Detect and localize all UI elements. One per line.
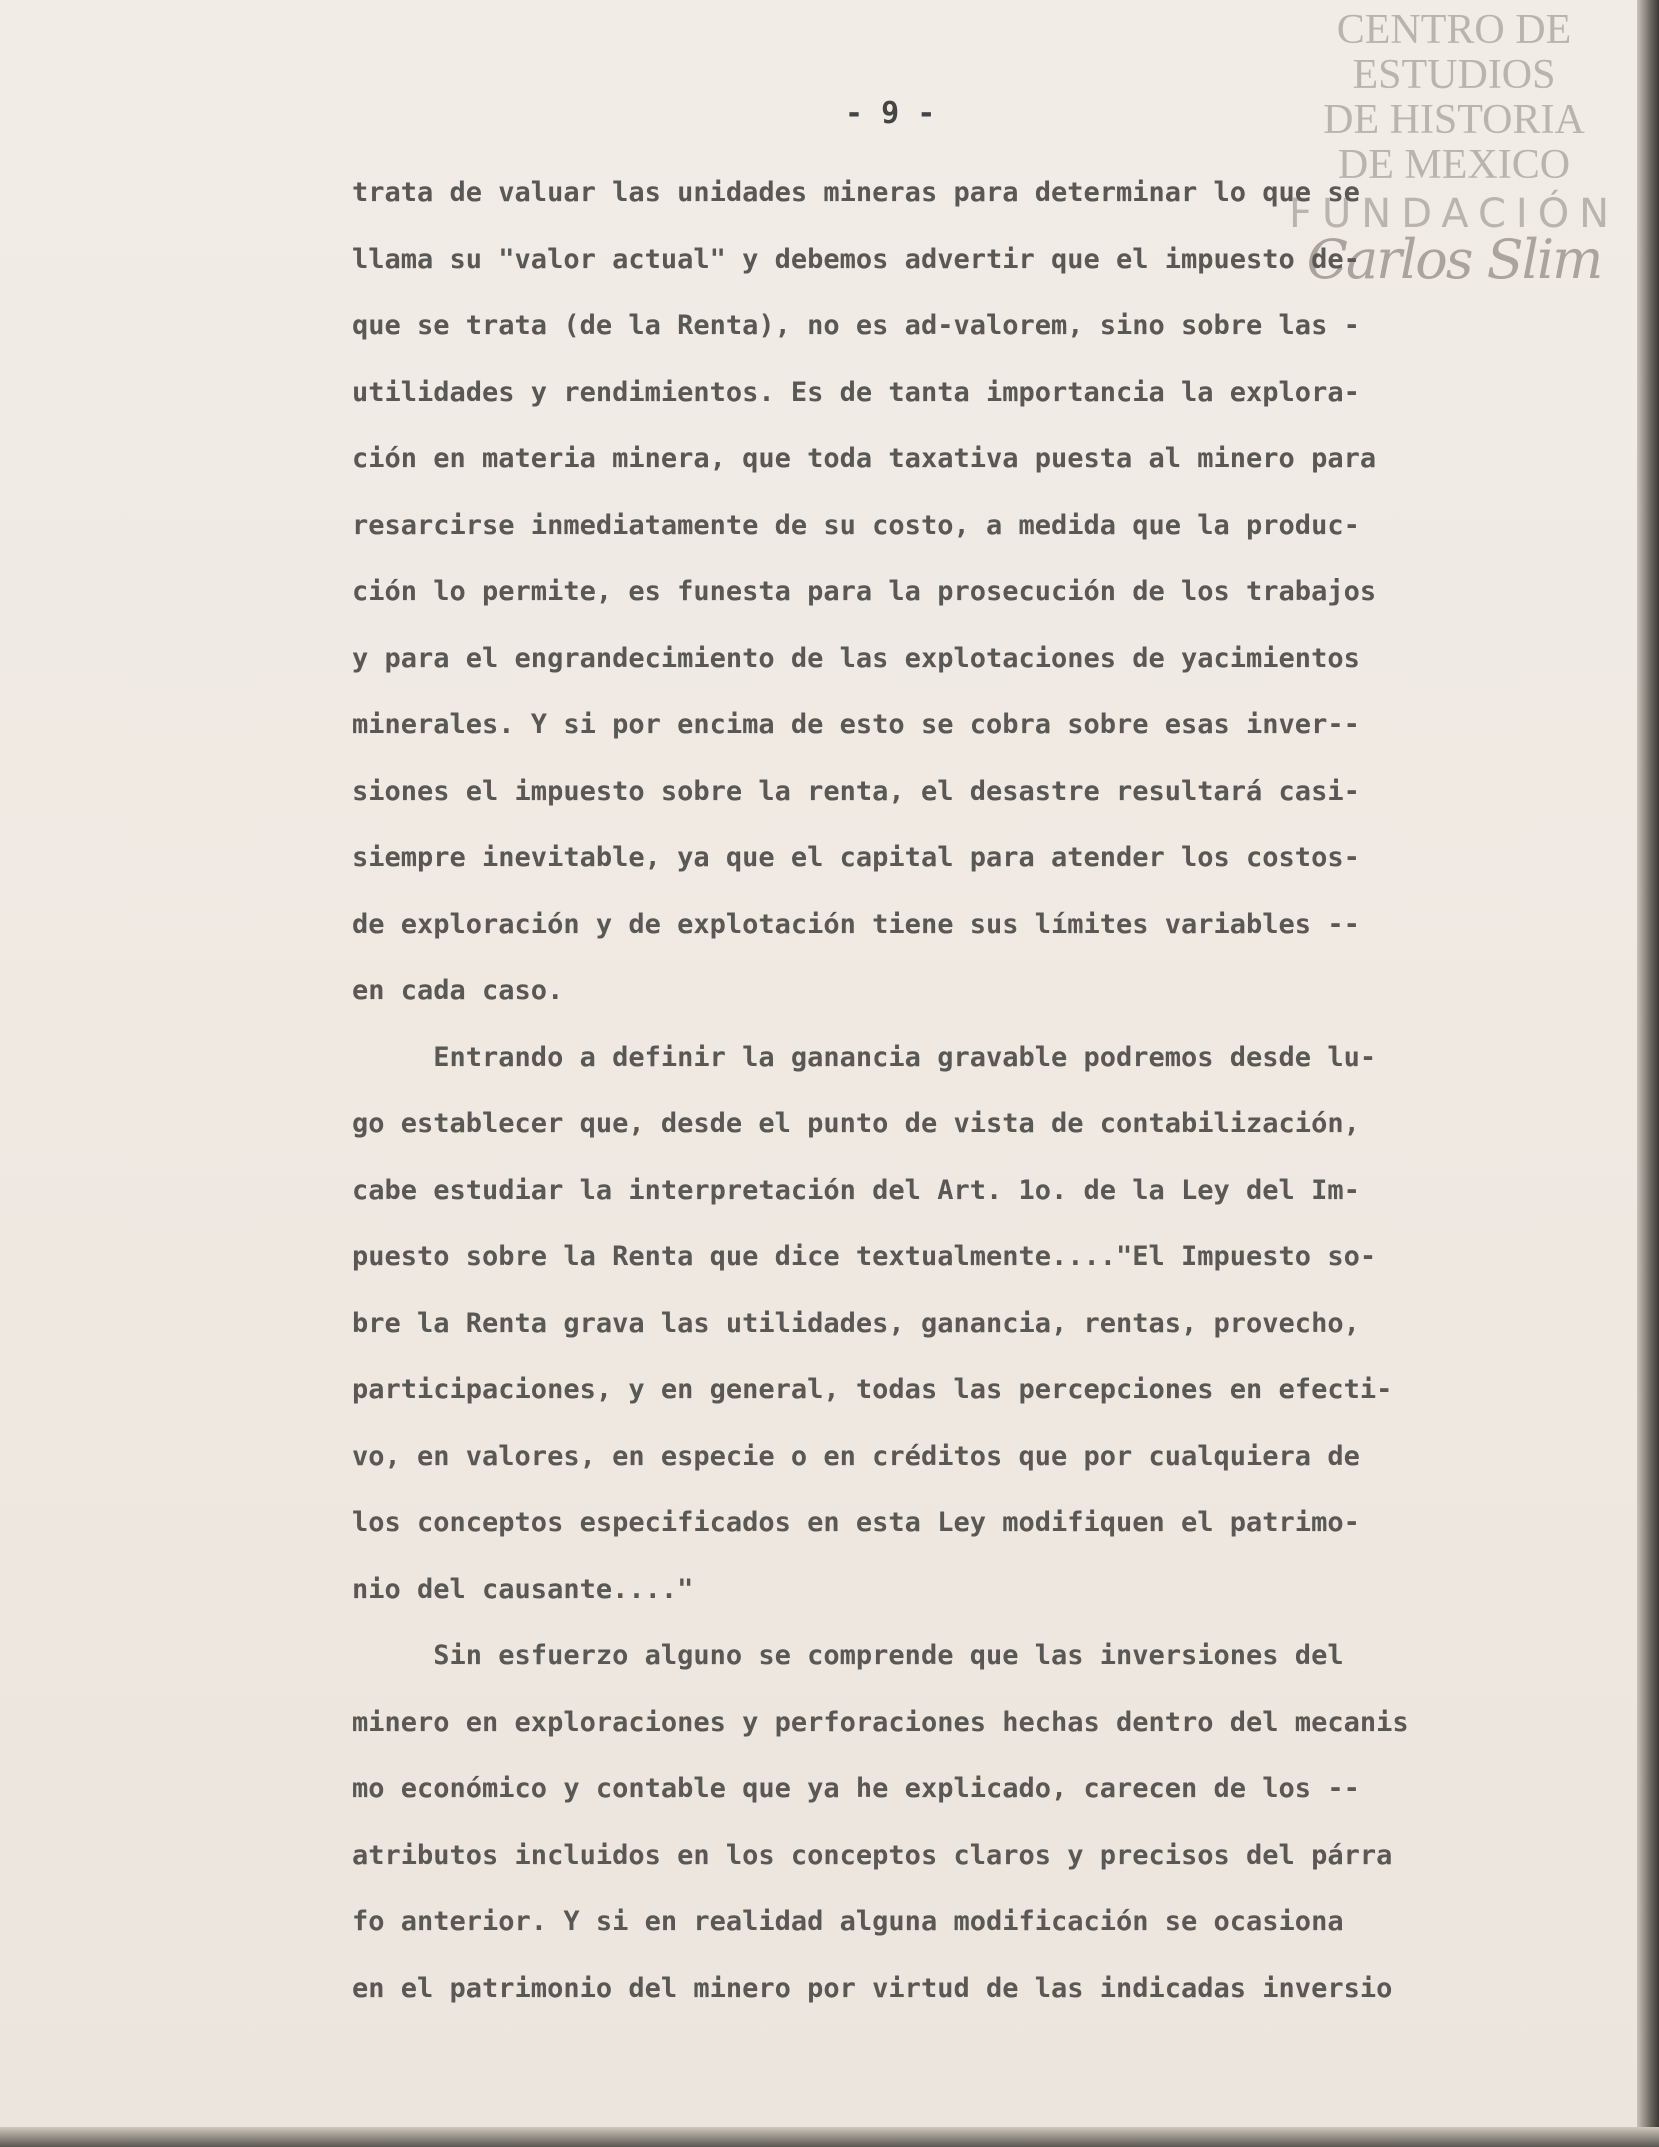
text-line: atributos incluidos en los conceptos claros y precisos del párra: [352, 1839, 1393, 1871]
text-line: que se trata (de la Renta), no es ad-valorem, sino sobre las -: [352, 310, 1360, 341]
text-line: puesto sobre la Renta que dice textualmente...."El Impuesto so-: [352, 1241, 1377, 1272]
text-line: Entrando a definir la ganancia gravable podremos desde lu-: [352, 1041, 1377, 1073]
text-line: en cada caso.: [352, 975, 564, 1006]
text-line: de exploración y de explotación tiene sus límites variables --: [352, 908, 1360, 940]
watermark-line: ESTUDIOS: [1352, 52, 1556, 98]
text-line: y para el engrandecimiento de las explotaciones de yacimientos: [352, 642, 1360, 674]
text-line: siempre inevitable, ya que el capital para atender los costos-: [352, 842, 1360, 873]
text-line: minero en exploraciones y perforaciones hechas dentro del mecanis: [352, 1706, 1409, 1738]
text-line: participaciones, y en general, todas las percepciones en efecti-: [352, 1374, 1393, 1405]
text-line: cabe estudiar la interpretación del Art. 1o. de la Ley del Im-: [352, 1174, 1360, 1206]
text-line: los conceptos especificados en esta Ley modifiquen el patrimo-: [352, 1507, 1360, 1538]
text-line: Sin esfuerzo alguno se comprende que las inversiones del: [352, 1640, 1344, 1671]
watermark-line: CENTRO DE: [1336, 7, 1572, 53]
text-line: nio del causante....": [352, 1573, 694, 1605]
scan-edge-right: [1637, 0, 1659, 2147]
watermark-line: DE HISTORIA: [1323, 97, 1585, 143]
watermark-signature: Carlos Slim: [1306, 228, 1602, 291]
text-line: fo anterior. Y si en realidad alguna modificación se ocasiona: [352, 1906, 1344, 1937]
text-line: resarcirse inmediatamente de su costo, a medida que la produc-: [352, 509, 1360, 541]
typewritten-body: [352, 160, 1622, 2022]
text-line: minerales. Y si por encima de esto se cobra sobre esas inver--: [352, 709, 1360, 740]
scan-edge-bottom: [0, 2127, 1659, 2147]
text-line: bre la Renta grava las utilidades, ganancia, rentas, provecho,: [352, 1307, 1360, 1339]
watermark-fundacion: FUNDACIÓN: [1289, 191, 1620, 237]
text-line: llama su "valor actual" y debemos advertir que el impuesto de-: [352, 243, 1360, 275]
text-line: ción lo permite, es funesta para la prosecución de los trabajos: [352, 576, 1377, 607]
text-line: utilidades y rendimientos. Es de tanta importancia la explora-: [352, 376, 1360, 408]
watermark-line: DE MEXICO: [1337, 142, 1571, 188]
text-line: en el patrimonio del minero por virtud de las indicadas inversio: [352, 1972, 1393, 2004]
text-line: trata de valuar las unidades mineras para determinar lo que se: [352, 177, 1360, 208]
text-line: ción en materia minera, que toda taxativa puesta al minero para: [352, 443, 1377, 474]
text-line: go establecer que, desde el punto de vista de contabilización,: [352, 1108, 1360, 1139]
text-line: siones el impuesto sobre la renta, el desastre resultará casi-: [352, 775, 1360, 807]
text-line: mo económico y contable que ya he explicado, carecen de los --: [352, 1773, 1360, 1804]
page-number: - 9 -: [845, 96, 936, 131]
text-line: vo, en valores, en especie o en créditos que por cualquiera de: [352, 1440, 1360, 1472]
